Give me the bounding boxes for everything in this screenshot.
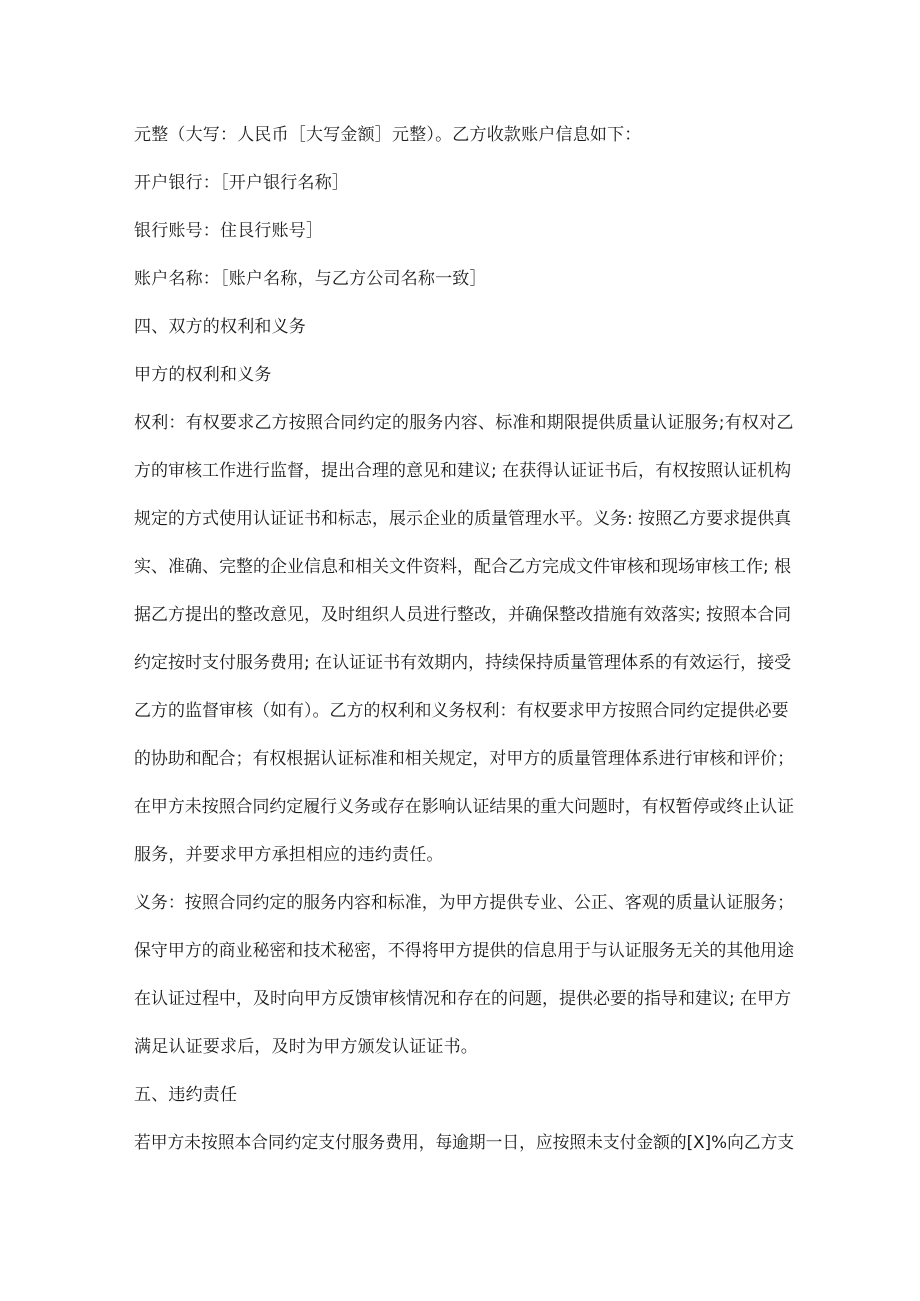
text-line: 约定按时支付服务费用; 在认证证书有效期内，持续保持质量管理体系的有效运行，接受 <box>134 653 792 673</box>
text-line: 保守甲方的商业秘密和技术秘密，不得将甲方提供的信息用于与认证服务无关的其他用途 <box>134 941 795 961</box>
text-line: 在认证过程中，及时向甲方反馈审核情况和存在的问题，提供必要的指导和建议; 在甲方 <box>134 989 792 1009</box>
text-line: 开户银行：［开户银行名称］ <box>134 173 350 193</box>
text-line: 权利：有权要求乙方按照合同约定的服务内容、标准和期限提供质量认证服务;有权对乙 <box>134 413 794 433</box>
text-line: 账户名称：［账户名称，与乙方公司名称一致］ <box>134 269 487 289</box>
text-line: 规定的方式使用认证证书和标志，展示企业的质量管理水平。义务: 按照乙方要求提供真 <box>134 509 792 529</box>
text-line: 银行账号：住艮行账号］ <box>134 221 324 241</box>
text-line: 在甲方未按照合同约定履行义务或存在影响认证结果的重大问题时，有权暂停或终止认证 <box>134 797 795 817</box>
section-heading: 五、违约责任 <box>134 1085 238 1105</box>
section-heading: 四、双方的权利和义务 <box>134 317 306 337</box>
text-line: 义务：按照合同约定的服务内容和标准，为甲方提供专业、公正、客观的质量认证服务； <box>134 893 795 913</box>
text-line: 实、准确、完整的企业信息和相关文件资料，配合乙方完成文件审核和现场审核工作; 根 <box>134 557 792 577</box>
subsection-heading: 甲方的权利和义务 <box>134 365 272 385</box>
text-line: 满足认证要求后，及时为甲方颁发认证证书。 <box>134 1037 478 1057</box>
text-line: 元整（大写：人民币［大写金额］元整）。乙方收款账户信息如下： <box>134 125 642 145</box>
text-line: 的协助和配合；有权根据认证标准和相关规定，对甲方的质量管理体系进行审核和评价； <box>134 749 795 769</box>
text-line: 若甲方未按照本合同约定支付服务费用，每逾期一日，应按照未支付金额的[X]%向乙方支 <box>134 1133 795 1153</box>
text-line: 据乙方提出的整改意见，及时组织人员进行整改，并确保整改措施有效落实; 按照本合同 <box>134 605 792 625</box>
text-line: 方的审核工作进行监督，提出合理的意见和建议; 在获得认证证书后，有权按照认证机构 <box>134 461 792 481</box>
text-line: 乙方的监督审核（如有）。乙方的权利和义务权利：有权要求甲方按照合同约定提供必要 <box>134 701 789 721</box>
text-line: 服务，并要求甲方承担相应的违约责任。 <box>134 845 444 865</box>
